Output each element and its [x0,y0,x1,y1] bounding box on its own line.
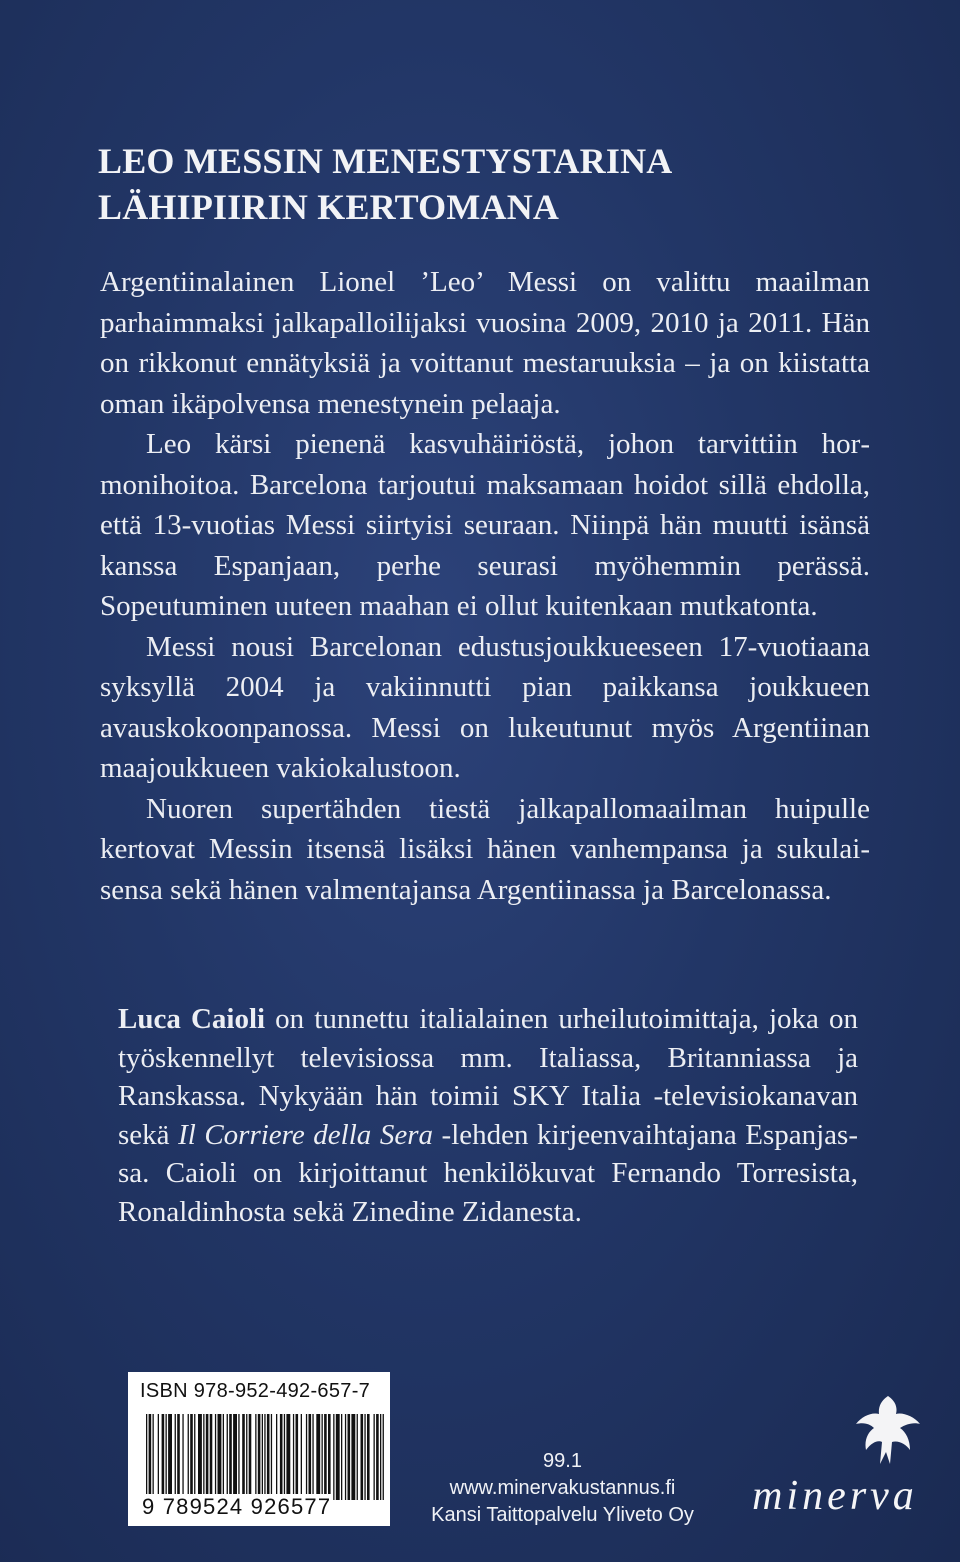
blurb [100,262,870,910]
blurb-paragraph: Leo kärsi pienenä kasvuhäiriöstä, johon tarvittiin hormonihoitoa. Barcelona tarjoutui maksamaan hoidot sillä ehdolla, että 13-vuotias Messi siirtyisi seuraan. Niinpä hän muutti isänsä kanssa Espanjaan, perhe seurasi myöhemmin perässä. Sopeutuminen uuteen maahan ei ollut kuitenkaan mutkatonta. [100,428,870,622]
price-code: 99.1 [543,1450,582,1472]
author-name: Luca Caioli [118,1003,266,1035]
author-bio-paragraph [118,1000,858,1231]
blurb-paragraph: Nuoren supertähden tiestä jalkapallomaailman huipulle kertovat Messin itsensä lisäksi hänen vanhempansa ja sukulaisensa sekä hänen valmentajansa Argentiinassa ja Barcelonassa. [100,792,870,906]
headline-line-1: LEO MESSIN MENESTYSTARINA [98,141,673,181]
barcode-digits: 9 789524 926577 [142,1494,332,1519]
barcode-bars-icon [146,1414,384,1500]
blurb-paragraph: Argentiinalainen Lionel ’Leo’ Messi on valittu maailman parhaimmaksi jalkapalloilijaksi vuosina 2009, 2010 ja 2011. Hän on rikkonut ennätyksiä ja voittanut mestaruuksia – ja on kiistatta oman ikäpolvensa menestynein pelaaja. [100,266,870,420]
owl-bird-icon [848,1390,928,1470]
isbn-number: ISBN 978-952-492-657-7 [140,1380,371,1402]
publication-title: Il Corriere della Sera [178,1118,433,1151]
headline-line-2: LÄHIPIIRIN KERTOMANA [98,187,560,227]
author-bio-text: on tunnettu italialainen urheilutoimittaja, joka on työskennellyt televisiossa mm. Italiassa, Britanniassa ja Ranskassa. Nykyään hän toimii SKY Italia -televisiokanavan sekä [118,1003,858,1151]
publisher-website: www.minervakustannus.fi [449,1477,676,1499]
cover-credit: Kansi Taittopalvelu Yliveto Oy [431,1504,694,1526]
author-bio-text-end: -lehden kirjeenvaihtajana Espanjassa. Caioli on kirjoittanut henkilökuvat Fernando Torresista, Ronaldinhosta sekä Zinedine Zidanesta. [118,1118,859,1228]
blurb-paragraph: Messi nousi Barcelonan edustusjoukkueeseen 17-vuotiaana syksyllä 2004 ja vakiinnutti pian paikkansa joukkueen avauskokoonpanossa. Messi on lukeutunut myös Argentiinan maajoukkueen vakiokalustoon. [100,630,870,784]
publisher-info [410,1448,715,1529]
publisher-logo [740,1390,940,1540]
headline [98,138,878,230]
logo-wordmark: minerva [752,1473,918,1519]
barcode-label [128,1372,390,1526]
author-bio [118,1000,858,1231]
